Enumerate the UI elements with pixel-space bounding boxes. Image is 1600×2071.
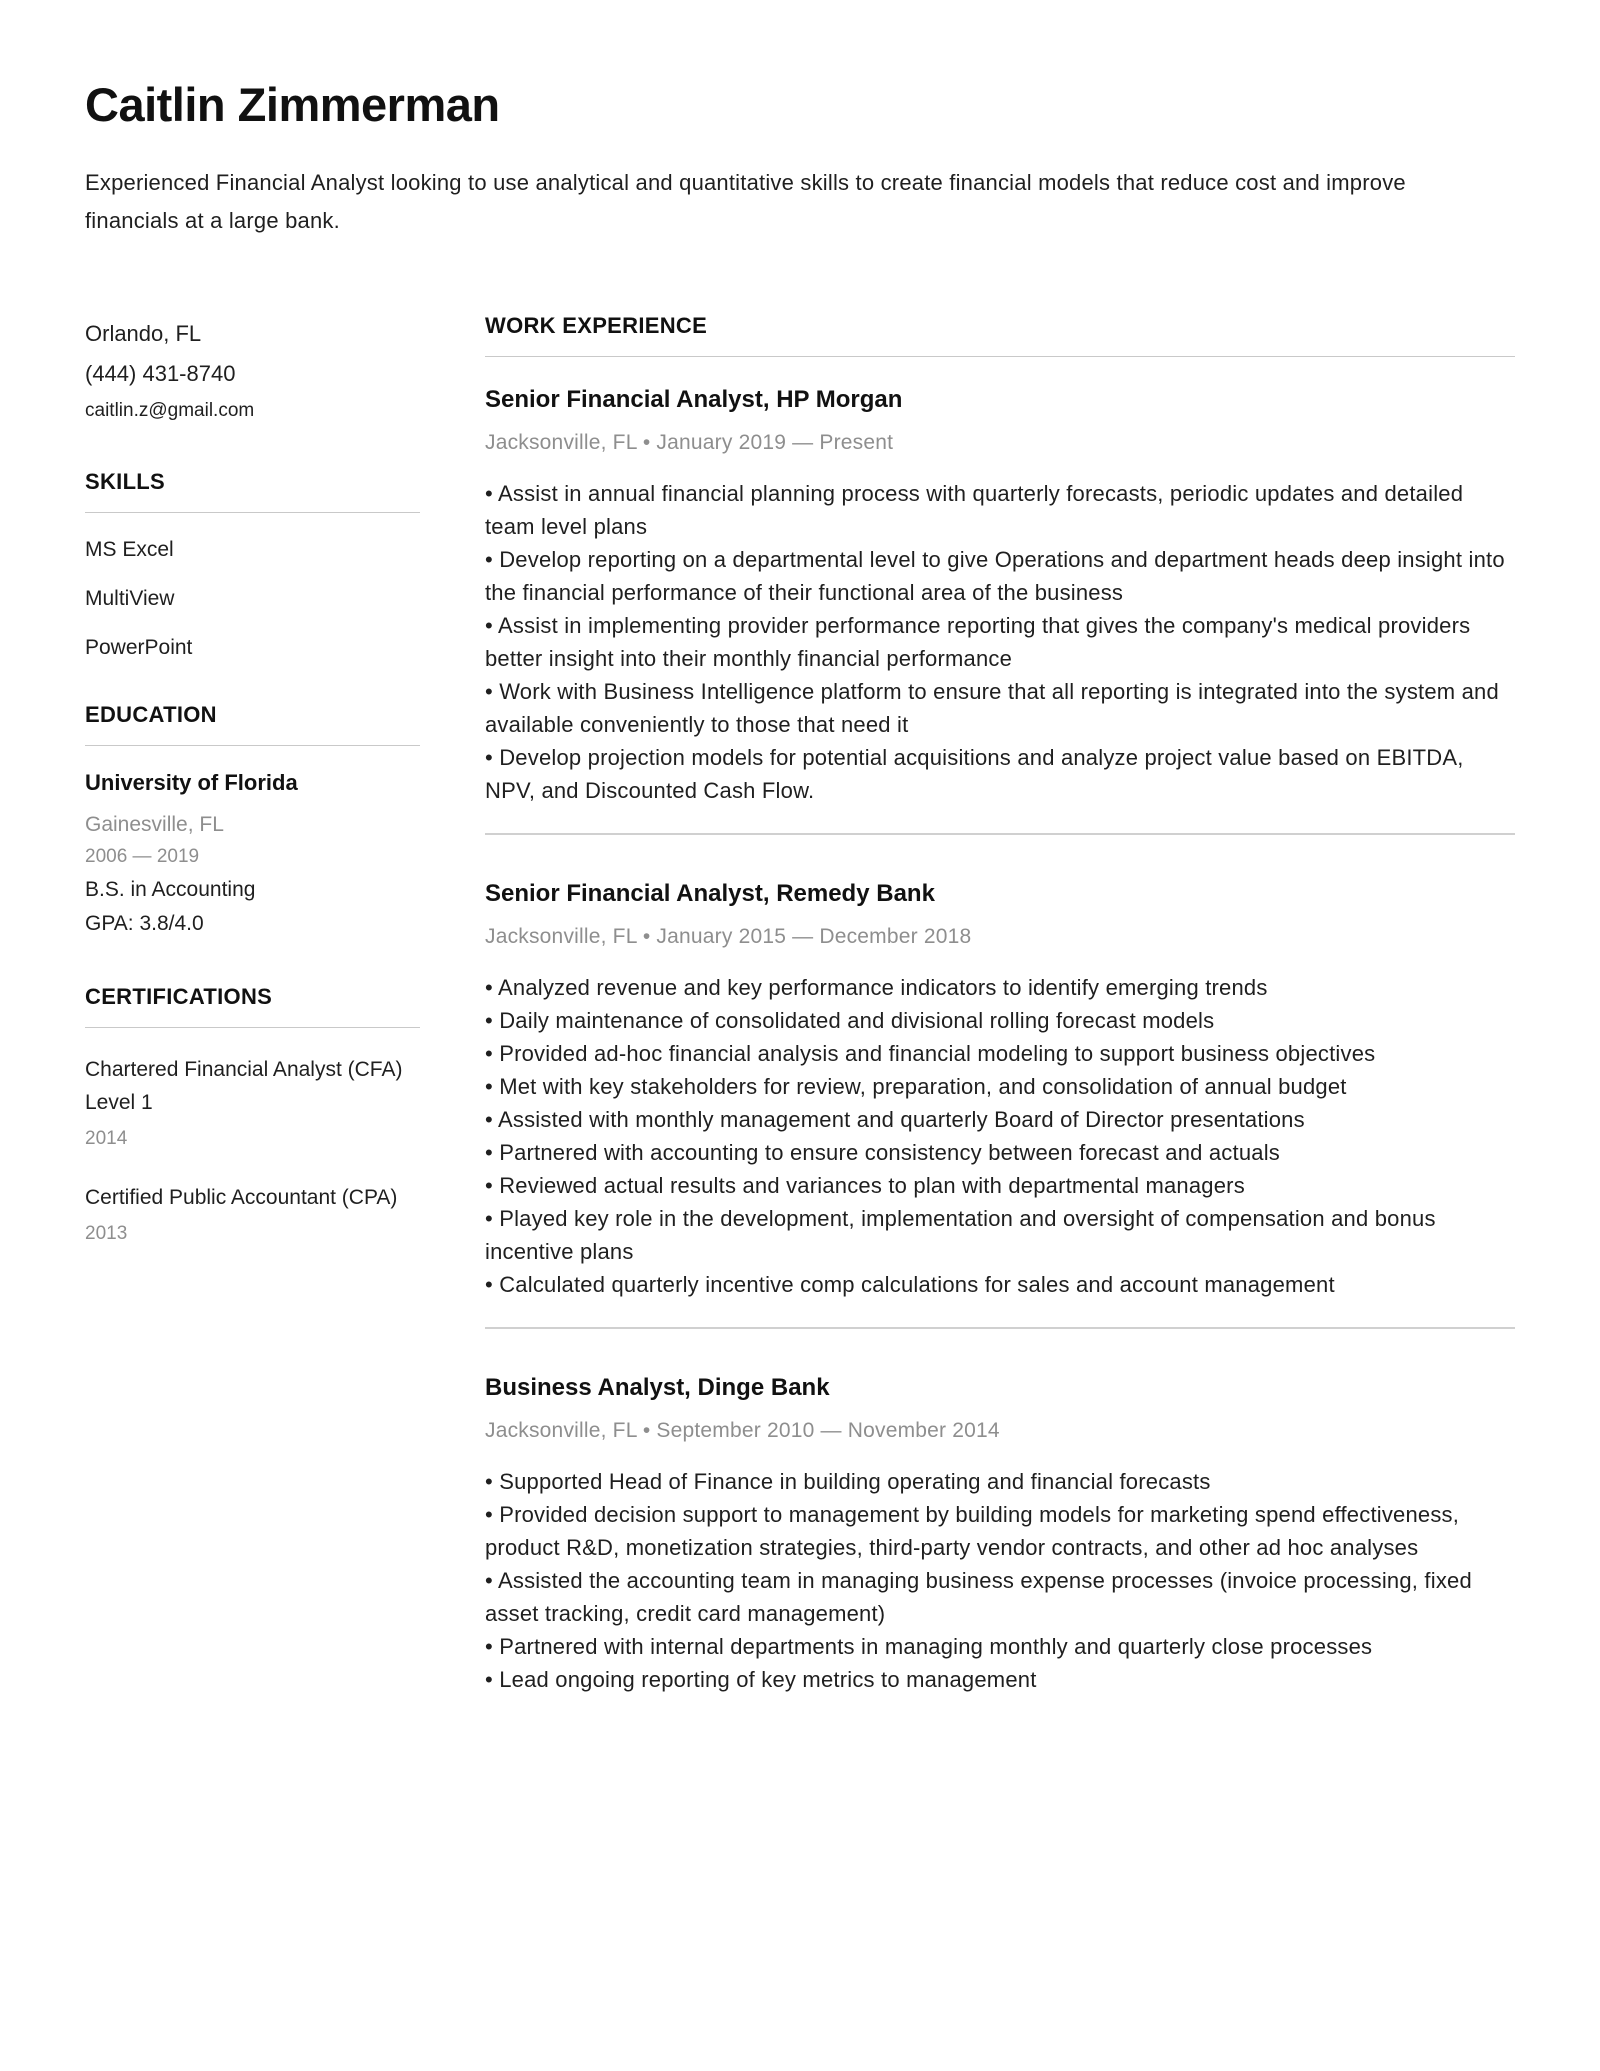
resume-header <box>85 78 1515 240</box>
certification-name: Certified Public Accountant (CPA) <box>85 1186 398 1210</box>
job-title: Business Analyst, Dinge Bank <box>485 1374 830 1402</box>
job-bullet: • Calculated quarterly incentive comp calculations for sales and account management <box>485 1268 1515 1301</box>
job-entry <box>485 385 1515 807</box>
work-experience-heading: WORK EXPERIENCE <box>485 314 1515 357</box>
job-bullet: • Met with key stakeholders for review, preparation, and consolidation of annual budget <box>485 1070 1515 1103</box>
job-entry <box>485 879 1515 1301</box>
job-bullets <box>485 971 1515 1301</box>
education-gpa: GPA: 3.8/4.0 <box>85 912 204 936</box>
job-bullet: • Analyzed revenue and key performance indicators to identify emerging trends <box>485 971 1515 1004</box>
job-entry <box>485 1373 1515 1696</box>
job-bullet: • Assisted with monthly management and quarterly Board of Director presentations <box>485 1103 1515 1136</box>
job-bullet: • Supported Head of Finance in building operating and financial forecasts <box>485 1465 1515 1498</box>
certification-year: 2013 <box>85 1223 128 1245</box>
job-bullet: • Lead ongoing reporting of key metrics to management <box>485 1663 1515 1696</box>
education-dates: 2006 — 2019 <box>85 846 200 868</box>
job-title: Senior Financial Analyst, HP Morgan <box>485 386 903 414</box>
certification-name: Chartered Financial Analyst (CFA) Level 1 <box>85 1058 403 1115</box>
job-title: Senior Financial Analyst, Remedy Bank <box>485 880 935 908</box>
job-bullet: • Daily maintenance of consolidated and divisional rolling forecast models <box>485 1004 1515 1037</box>
job-divider <box>485 1327 1515 1329</box>
certifications-list <box>85 1053 420 1249</box>
job-bullet: • Played key role in the development, implementation and oversight of compensation and bonus incentive plans <box>485 1202 1515 1268</box>
summary-text: Experienced Financial Analyst looking to use analytical and quantitative skills to create financial models that reduce cost and improve financials at a large bank. <box>85 170 1406 234</box>
education-school: University of Florida <box>85 770 298 796</box>
skill-item: MS Excel <box>85 538 174 562</box>
contact-email: caitlin.z@gmail.com <box>85 400 255 422</box>
job-bullet: • Assisted the accounting team in managing business expense processes (invoice processing, fixed asset tracking, credit card management) <box>485 1564 1515 1630</box>
contact-location: Orlando, FL <box>85 321 202 347</box>
education-heading: EDUCATION <box>85 703 420 746</box>
job-meta: Jacksonville, FL • January 2015 — December 2018 <box>485 925 972 949</box>
job-bullet: • Work with Business Intelligence platform to ensure that all reporting is integrated into the system and available conveniently to those that need it <box>485 675 1515 741</box>
skill-item: MultiView <box>85 587 175 611</box>
education-section <box>85 703 420 941</box>
resume-columns <box>85 314 1515 1696</box>
job-bullet: • Partnered with accounting to ensure consistency between forecast and actuals <box>485 1136 1515 1169</box>
job-bullet: • Assist in implementing provider performance reporting that gives the company's medical providers better insight into their monthly financial performance <box>485 609 1515 675</box>
job-bullet: • Develop projection models for potential acquisitions and analyze project value based on EBITDA, NPV, and Discounted Cash Flow. <box>485 741 1515 807</box>
job-bullet: • Partnered with internal departments in managing monthly and quarterly close processes <box>485 1630 1515 1663</box>
job-bullets <box>485 1465 1515 1696</box>
work-experience-section <box>485 314 1515 1696</box>
job-bullet: • Assist in annual financial planning process with quarterly forecasts, periodic updates and detailed team level plans <box>485 477 1515 543</box>
education-degree: B.S. in Accounting <box>85 878 256 902</box>
education-location: Gainesville, FL <box>85 813 224 837</box>
skill-item: PowerPoint <box>85 636 193 660</box>
job-meta: Jacksonville, FL • January 2019 — Present <box>485 431 894 455</box>
education-entry <box>85 769 420 941</box>
job-meta: Jacksonville, FL • September 2010 — November 2014 <box>485 1419 1000 1443</box>
job-bullet: • Reviewed actual results and variances to plan with departmental managers <box>485 1169 1515 1202</box>
job-bullet: • Provided ad-hoc financial analysis and financial modeling to support business objectives <box>485 1037 1515 1070</box>
contact-block <box>85 314 420 426</box>
skills-list <box>85 539 420 659</box>
job-bullet: • Develop reporting on a departmental level to give Operations and department heads deep insight into the financial performance of their functional area of the business <box>485 543 1515 609</box>
certification-entry <box>85 1053 420 1154</box>
contact-phone: (444) 431-8740 <box>85 361 236 387</box>
skills-heading: SKILLS <box>85 470 420 513</box>
job-divider <box>485 833 1515 835</box>
skills-section <box>85 470 420 659</box>
certification-year: 2014 <box>85 1128 128 1150</box>
job-bullet: • Provided decision support to management by building models for marketing spend effectiveness, product R&D, monetization strategies, third-party vendor contracts, and other ad hoc analyses <box>485 1498 1515 1564</box>
certifications-heading: CERTIFICATIONS <box>85 985 420 1028</box>
candidate-name: Caitlin Zimmerman <box>85 78 500 131</box>
certifications-section <box>85 985 420 1249</box>
certification-entry <box>85 1181 420 1249</box>
job-bullets <box>485 477 1515 807</box>
sidebar <box>85 314 420 1696</box>
